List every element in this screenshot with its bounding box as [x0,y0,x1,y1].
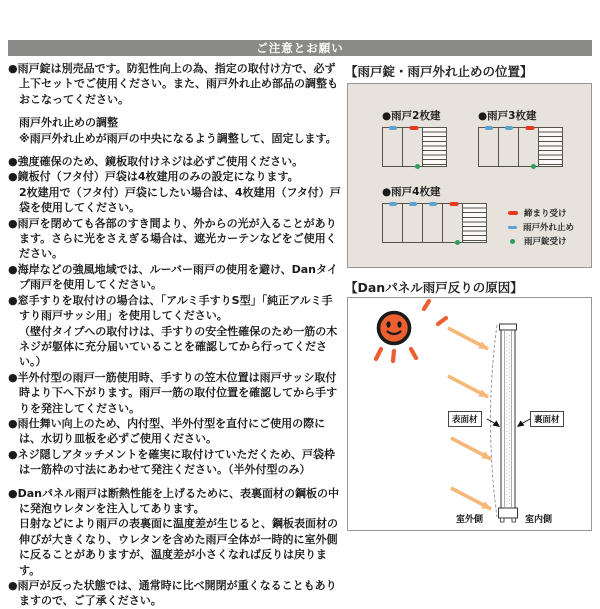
notes-section [8,61,343,609]
shutter-drawing [382,203,487,243]
shutter-drawing [478,127,563,167]
note-paragraph: ●鏡板付（フタ付）戸袋は4枚建用のみの設定になります。 [8,170,299,184]
warp-box [347,297,592,531]
shutter-panel [422,203,443,243]
note-paragraph: （壁付タイプへの取付けは、手すりの安全性確保のため一筋の木ネジが躯体に充分届いていることを確認してから行ってください。） [19,324,338,369]
note-subheading: 雨戸外れ止めの調整 [19,116,118,130]
note-paragraph: ●ネジ隠しアタッチメントを確実に取付けていただくため、戸袋枠は一筋枠の寸法にあわせて発注ください。（半外付型のみ） [8,447,335,477]
note-paragraph: 2枚建用で（フタ付）戸袋にしたい場合は、4枚建用（フタ付）戸袋を使用してください。 [19,185,341,215]
shutter-panel [402,203,423,243]
note-paragraph: ●窓手すりを取付けの場合は、「アルミ手すりS型」「純正アルミ手すり雨戸サッシ用」を使用してください。 [8,293,333,323]
stopper-mark-icon [508,226,517,229]
note-paragraph: 日射などにより雨戸の表裏面に温度差が生じると、鋼板表面材の伸びが大きくなり、ウレタンを含めた雨戸全体が一時的に室外側に反ることがありますが、温度差が小さくなれば反りは戻ります。 [19,517,338,577]
lock-receiver-dot-icon [531,164,537,170]
shutter-panel [382,203,403,243]
shutter-drawing [382,127,447,167]
stopper-mark-icon [409,202,417,206]
shutter-panel [442,203,463,243]
shutter-panel [498,127,519,167]
note-paragraph: ●雨戸錠は別売品です。防犯性向上の為、指定の取付け方で、必ず上下セットでご使用ください。また、雨戸外れ止め部品の調整もおこなってください。 [8,62,338,106]
note-paragraph: ●雨戸が反った状態では、通常時に比べ開閉が重くなることもありますので、ご了承ください。 [8,579,337,608]
legend-item [508,234,574,248]
position-box-title: 【雨戸錠・雨戸外れ止めの位置】 [345,64,533,79]
note-paragraph: ●海岸などの強風地域では、ルーバー雨戸の使用を避け、Danタイプ雨戸を使用してください。 [8,262,338,292]
outdoor-side-label: 室外側 [456,515,484,525]
shutter-diagram-3panel [478,108,563,167]
latch-mark-icon [508,211,518,215]
note-paragraph: ●雨戸を閉めても各部のすき間より、外からの光が入ることがあります。さらに光をさえぎる場合は、遮光カーテンなどをご使用ください。 [8,216,337,261]
legend-item [508,206,574,220]
lock-receiver-dot-icon [415,164,421,170]
position-box [347,83,592,268]
note-paragraph: ●半外付型の雨戸一筋使用時、手すりの笠木位置は雨戸サッシ取付時より下へ下がります。雨戸一筋の取付位置を確認してから手すりを発注してください。 [8,370,338,415]
shutter-case-hatch [422,127,447,167]
shutter-panel [518,127,539,167]
note-paragraph: ※雨戸外れ止めが雨戸の中央になるよう調整して、固定します。 [19,131,337,145]
lock-receiver-dot-icon [510,239,515,244]
stopper-mark-icon [429,202,437,206]
shutter-diagram-label: ●雨戸3枚建 [478,110,537,122]
shutter-case-hatch [538,127,563,167]
legend-label: 締まり受け [524,209,567,219]
front-sheet-label: 表面材 [448,411,482,427]
panel-section-diagram [499,324,518,522]
shutter-diagram-4panel [382,184,487,243]
latch-mark-icon [526,126,535,130]
latch-mark-icon [450,202,459,206]
shutter-panel [382,127,403,167]
lock-receiver-dot-icon [455,240,461,246]
latch-mark-icon [410,126,419,130]
indoor-side-label: 室内側 [525,515,553,525]
warp-box-title: 【Danパネル雨戸反りの原因】 [345,280,523,295]
shutter-panel [478,127,499,167]
section-header-bar [8,40,592,56]
legend [508,206,574,248]
shutter-panel [402,127,423,167]
section-header-title: ご注意とお願い [256,41,344,55]
shutter-diagram-2panel [382,108,447,167]
legend-item [508,220,574,234]
legend-label: 雨戸外れ止め [523,223,575,233]
shutter-diagram-label: ●雨戸4枚建 [382,186,441,198]
sun-icon [376,301,446,361]
shutter-case-hatch [462,203,487,243]
shutter-diagram-label: ●雨戸2枚建 [382,110,441,122]
note-paragraph: ●Danパネル雨戸は断熱性能を上げるために、表裏面材の鋼板の中に発泡ウレタンを注入してあります。 [8,486,339,515]
stopper-mark-icon [389,202,397,206]
stopper-mark-icon [389,126,397,130]
legend-label: 雨戸錠受け [524,237,567,247]
note-paragraph: ●雨仕舞い向上のため、内付型、半外付型を直付にご使用の際には、水切り皿板を必ずご使用ください。 [8,416,326,446]
note-paragraph: ●強度確保のため、鏡板取付けネジは必ずご使用ください。 [8,155,304,169]
stopper-mark-icon [505,126,513,130]
back-sheet-label: 裏面材 [530,411,564,427]
stopper-mark-icon [485,126,493,130]
